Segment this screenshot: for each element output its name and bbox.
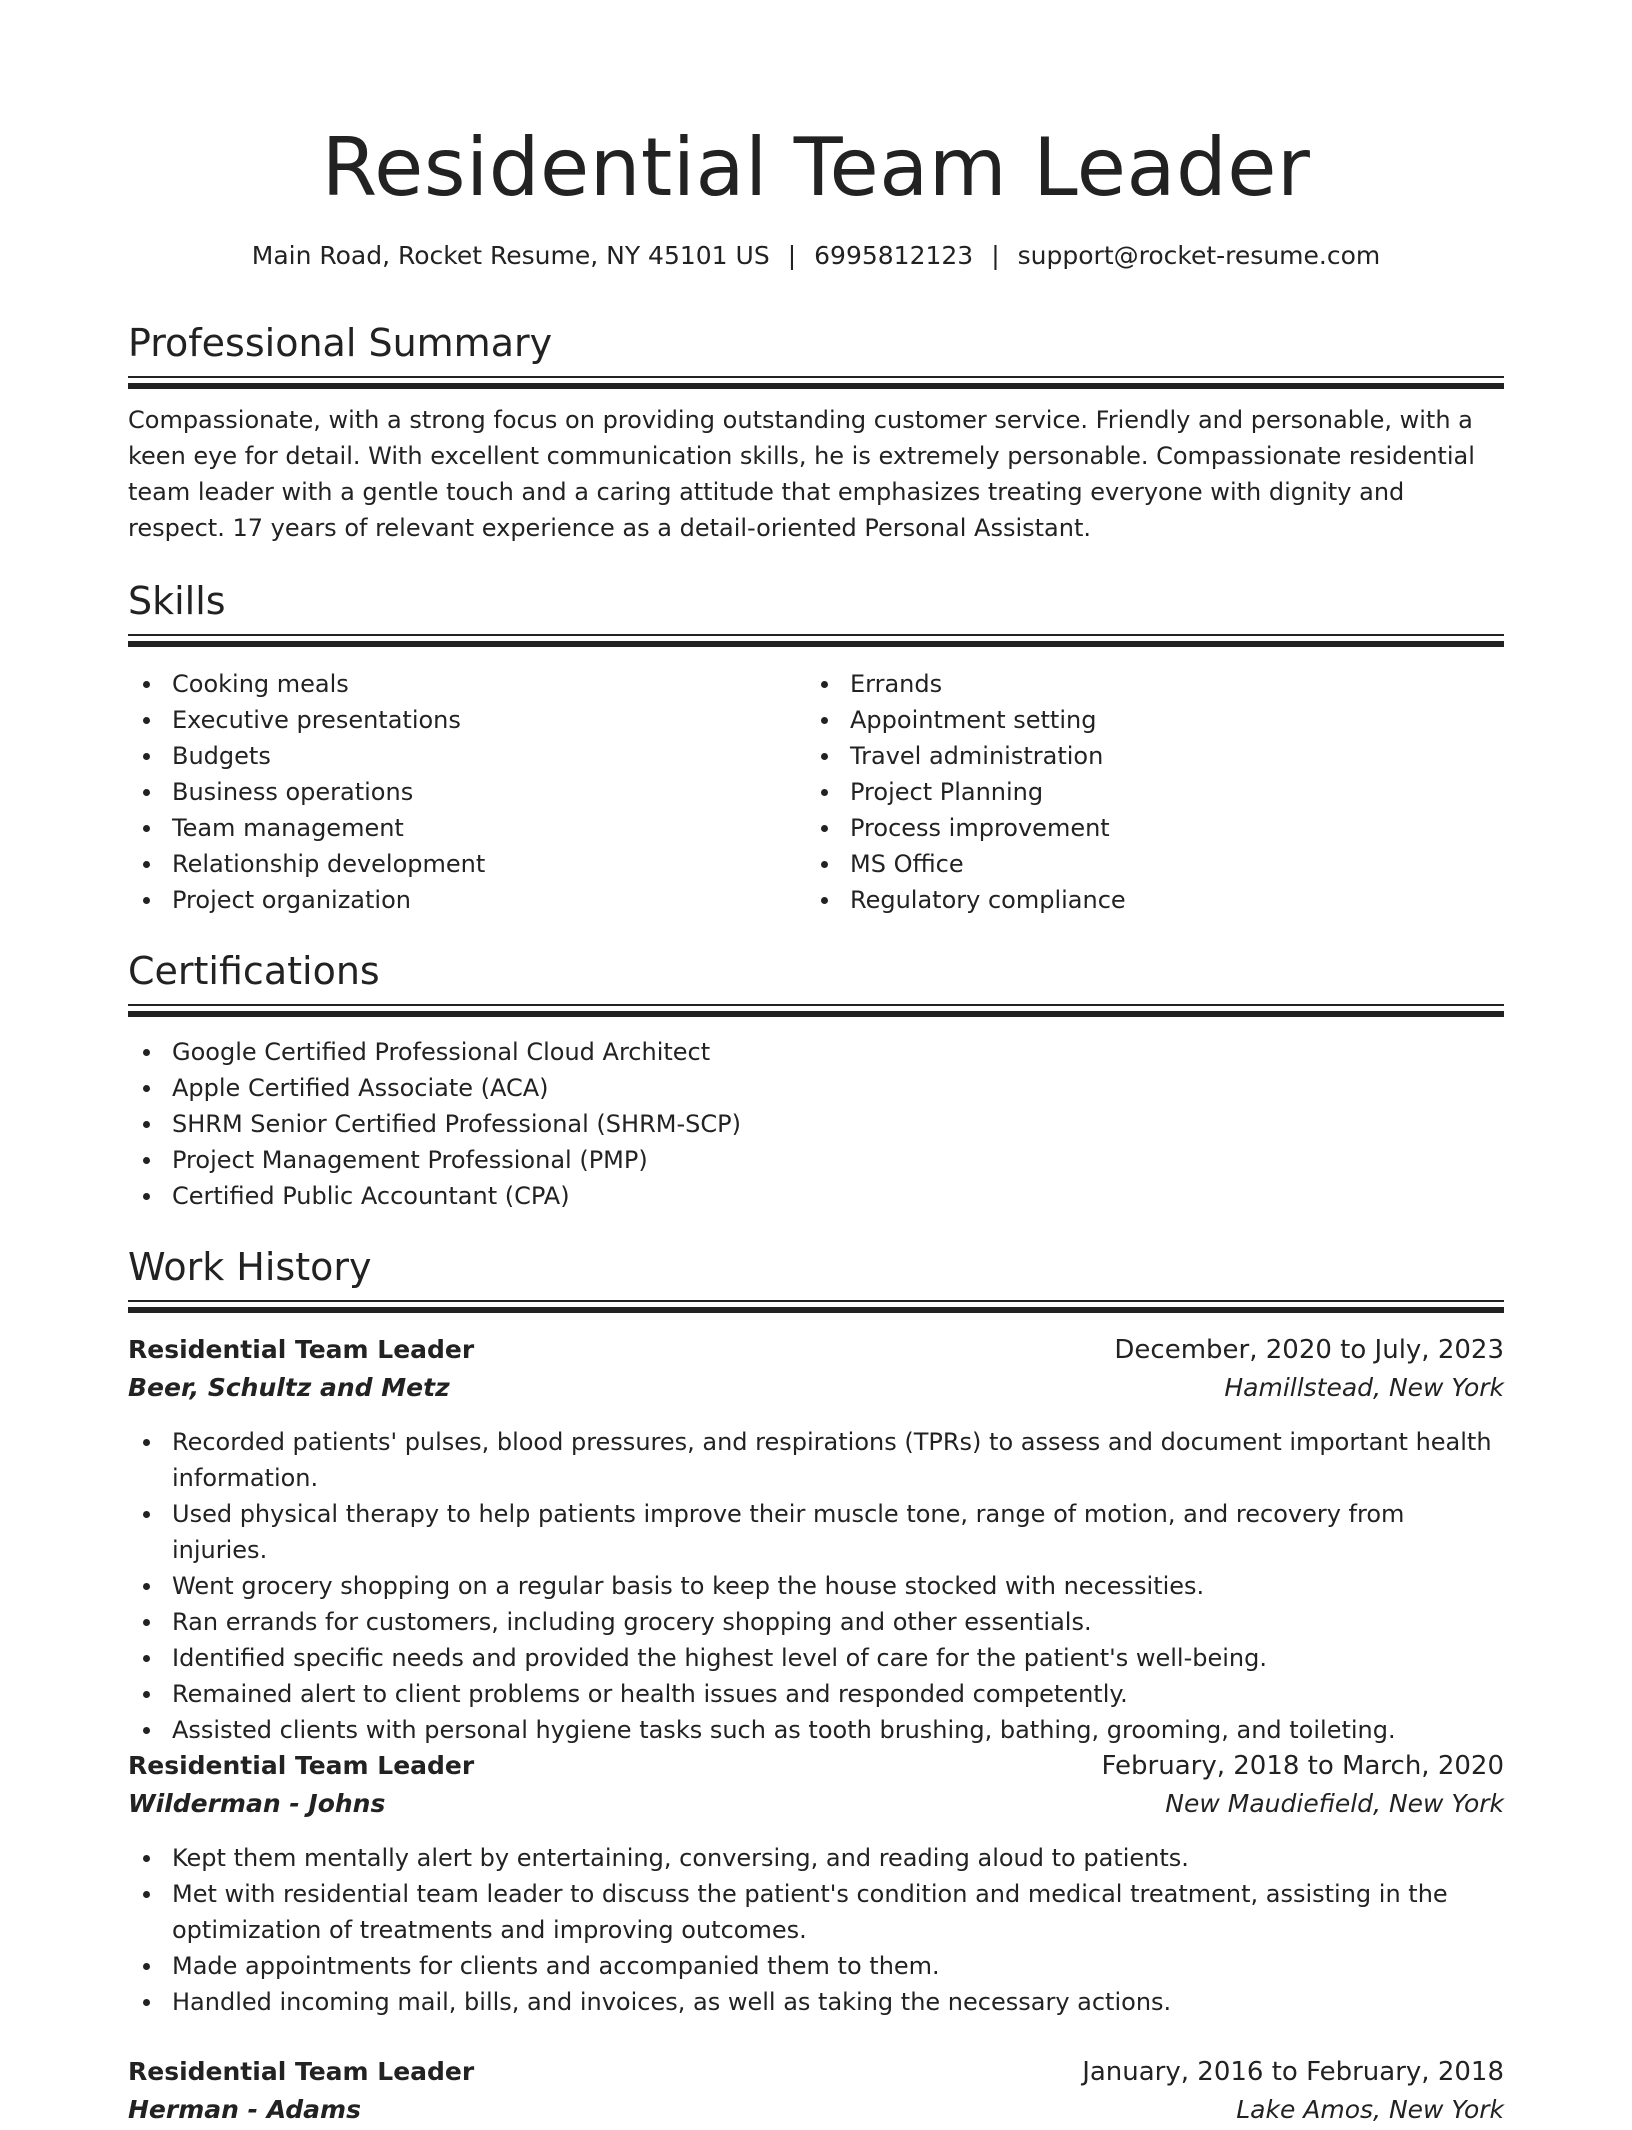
job-company: Herman - Adams: [128, 2095, 361, 2124]
skill-item: Travel administration: [850, 738, 1500, 774]
skill-item: Executive presentations: [172, 702, 812, 738]
section-title-summary: Professional Summary: [128, 321, 553, 365]
skill-item: Errands: [850, 666, 1500, 702]
skill-item: Regulatory compliance: [850, 882, 1500, 918]
job-bullet: Handled incoming mail, bills, and invoices, as well as taking the necessary actions.: [172, 1984, 1504, 2020]
job-bullet: Recorded patients' pulses, blood pressures, and respirations (TPRs) to assess and document important health information.: [172, 1424, 1504, 1496]
job-company: Beer, Schultz and Metz: [128, 1373, 450, 1402]
job-bullet: Went grocery shopping on a regular basis to keep the house stocked with necessities.: [172, 1568, 1504, 1604]
job-title: Residential Team Leader: [128, 2057, 475, 2086]
contact-separator: |: [787, 241, 797, 270]
job-dates: December, 2020 to July, 2023: [1114, 1335, 1504, 1365]
certification-item: Project Management Professional (PMP): [172, 1142, 1504, 1178]
job-bullets: [128, 1424, 1504, 1748]
skill-item: Project organization: [172, 882, 812, 918]
skill-item: Cooking meals: [172, 666, 812, 702]
certification-item: Apple Certified Associate (ACA): [172, 1070, 1504, 1106]
job-dates: January, 2016 to February, 2018: [1082, 2057, 1504, 2087]
job-bullet: Ran errands for customers, including grocery shopping and other essentials.: [172, 1604, 1504, 1640]
certification-item: Google Certified Professional Cloud Architect: [172, 1034, 1504, 1070]
certification-item: Certified Public Accountant (CPA): [172, 1178, 1504, 1214]
job-bullet: Kept them mentally alert by entertaining, conversing, and reading aloud to patients.: [172, 1840, 1504, 1876]
job-company: Wilderman - Johns: [128, 1789, 386, 1818]
job-dates: February, 2018 to March, 2020: [1101, 1751, 1504, 1781]
section-title-work-history: Work History: [128, 1245, 372, 1289]
summary-text: Compassionate, with a strong focus on providing outstanding customer service. Friendly and personable, with a keen eye for detail. With excellent communication skills, he is extremely personable. Compassionate residential team leader with a gentle touch and a caring attitude that emphasizes treating everyone with dignity and respect. 17 years of relevant experience as a detail-oriented Personal Assistant.: [128, 406, 1475, 542]
job-bullet: Assisted clients with personal hygiene tasks such as tooth brushing, bathing, grooming, and toileting.: [172, 1712, 1504, 1748]
skill-item: Team management: [172, 810, 812, 846]
skill-item: Business operations: [172, 774, 812, 810]
contact-email[interactable]: support@rocket-resume.com: [1017, 241, 1381, 270]
contact-line: [128, 236, 1504, 276]
job-bullet: Made appointments for clients and accompanied them to them.: [172, 1948, 1504, 1984]
skills-list-right: [806, 666, 1500, 918]
certification-item: SHRM Senior Certified Professional (SHRM-SCP): [172, 1106, 1504, 1142]
job-bullet: Met with residential team leader to discuss the patient's condition and medical treatment, assisting in the optimization of treatments and improving outcomes.: [172, 1876, 1504, 1948]
skill-item: Budgets: [172, 738, 812, 774]
section-divider: [128, 376, 1504, 390]
section-divider: [128, 1004, 1504, 1018]
job-location: Lake Amos, New York: [1236, 2095, 1504, 2124]
job-bullet: Identified specific needs and provided the highest level of care for the patient's well-being.: [172, 1640, 1504, 1676]
section-divider: [128, 634, 1504, 648]
job-bullets: [128, 1840, 1504, 2020]
section-divider: [128, 1300, 1504, 1314]
section-title-skills: Skills: [128, 579, 226, 623]
job-header: [128, 1330, 1504, 1408]
job-title: Residential Team Leader: [128, 1335, 475, 1364]
job-header: [128, 2052, 1504, 2130]
skill-item: Appointment setting: [850, 702, 1500, 738]
job-location: New Maudiefield, New York: [1165, 1789, 1504, 1818]
job-location: Hamillstead, New York: [1224, 1373, 1504, 1402]
job-bullet: Remained alert to client problems or health issues and responded competently.: [172, 1676, 1504, 1712]
contact-address: Main Road, Rocket Resume, NY 45101 US: [251, 241, 770, 270]
skill-item: Process improvement: [850, 810, 1500, 846]
skill-item: MS Office: [850, 846, 1500, 882]
job-bullet: Used physical therapy to help patients improve their muscle tone, range of motion, and recovery from injuries.: [172, 1496, 1504, 1568]
contact-separator: |: [991, 241, 1000, 270]
skill-item: Project Planning: [850, 774, 1500, 810]
certifications-list: [128, 1034, 1504, 1214]
skill-item: Relationship development: [172, 846, 812, 882]
section-title-certifications: Certifications: [128, 949, 380, 993]
job-header: [128, 1746, 1504, 1824]
resume-name: Residential Team Leader: [321, 121, 1311, 214]
job-title: Residential Team Leader: [128, 1751, 475, 1780]
skills-list-left: [128, 666, 812, 918]
contact-phone: 6995812123: [814, 241, 974, 270]
